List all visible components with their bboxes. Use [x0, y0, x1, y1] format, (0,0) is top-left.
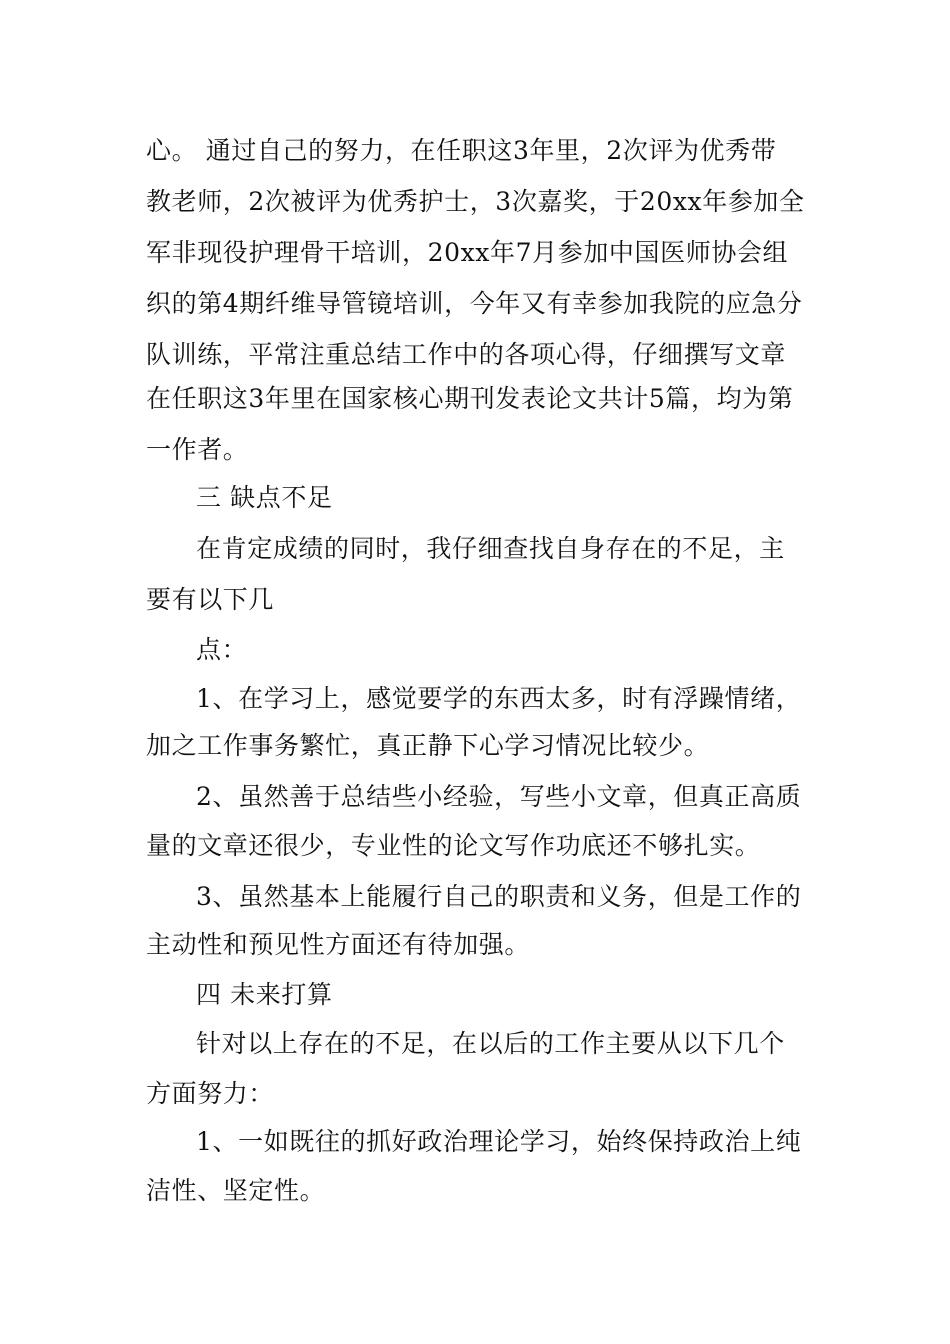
text-line: 织的第4期纤维导管镜培训，今年又有幸参加我院的应急分: [146, 289, 803, 318]
text-line: 队训练，平常注重总结工作中的各项心得，仔细撰写文章: [146, 340, 787, 369]
text-line: 在肯定成绩的同时，我仔细查找自身存在的不足，主: [196, 534, 785, 563]
text-line: 量的文章还很少，专业性的论文写作功底还不够扎实。: [146, 831, 761, 860]
text-line: 一作者。: [146, 435, 249, 464]
text-line: 洁性、坚定性。: [146, 1176, 326, 1205]
text-line: 教老师，2次被评为优秀护士，3次嘉奖，于20xx年参加全: [146, 187, 805, 216]
list-item: 2、虽然善于总结些小经验，写些小文章，但真正高质: [196, 782, 802, 811]
text-line: 方面努力：: [146, 1079, 275, 1108]
section-heading: 三 缺点不足: [196, 483, 333, 512]
list-item: 3、虽然基本上能履行自己的职责和义务，但是工作的: [196, 882, 802, 911]
text-line: 在任职这3年里在国家核心期刊发表论文共计5篇，均为第: [146, 384, 794, 413]
list-item: 1、在学习上，感觉要学的东西太多，时有浮躁情绪，: [196, 684, 802, 713]
text-line: 要有以下几: [146, 585, 275, 614]
text-line: 主动性和预见性方面还有待加强。: [146, 930, 531, 959]
text-line: 点：: [196, 635, 248, 664]
text-line: 心。 通过自己的努力，在任职这3年里，2次评为优秀带: [146, 136, 777, 165]
list-item: 1、一如既往的抓好政治理论学习，始终保持政治上纯: [196, 1127, 802, 1156]
text-line: 军非现役护理骨干培训，20xx年7月参加中国医师协会组: [146, 238, 789, 267]
text-line: 针对以上存在的不足，在以后的工作主要从以下几个: [196, 1029, 785, 1058]
text-line: 加之工作事务繁忙，真正静下心学习情况比较少。: [146, 731, 710, 760]
section-heading: 四 未来打算: [196, 980, 333, 1009]
